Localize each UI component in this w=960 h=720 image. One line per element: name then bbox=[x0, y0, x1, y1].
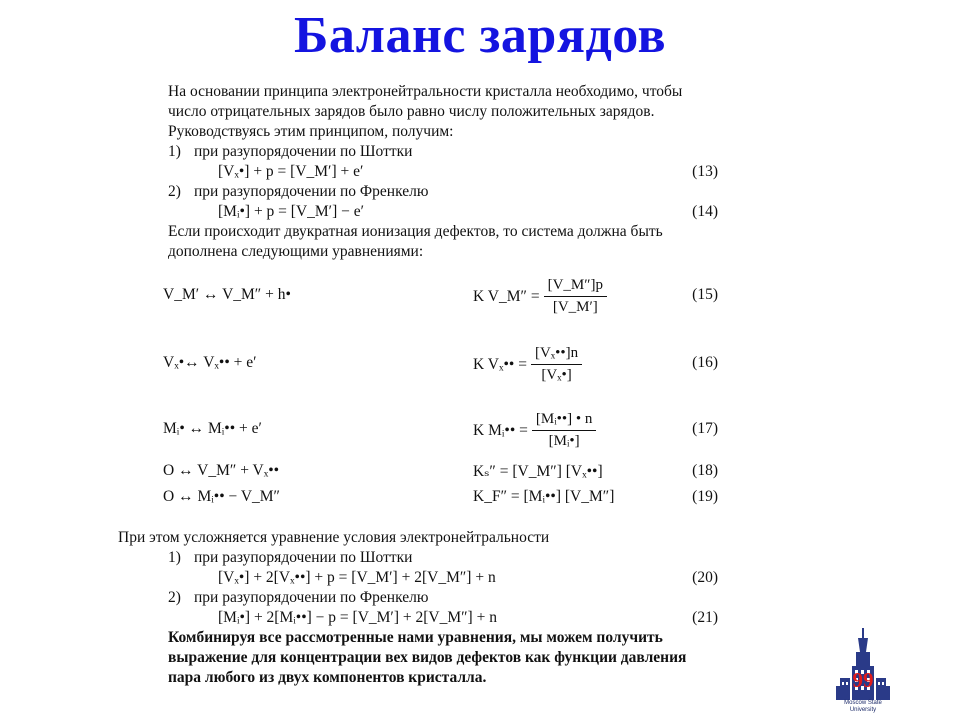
equation-16 bbox=[118, 344, 718, 384]
equation-number: (13) bbox=[692, 163, 718, 180]
k-label: K Vₓ•• = bbox=[473, 355, 527, 373]
reaction-expression: O ↔ V_M″ + Vₓ•• bbox=[163, 462, 280, 479]
case-text: при разупорядочении по Шоттки bbox=[194, 143, 413, 160]
equation-number: (20) bbox=[692, 569, 718, 586]
ionization-text: Если происходит двукратная ионизация дефектов, то система должна быть дополнена следующими уравнениями: bbox=[168, 223, 663, 260]
equation-15 bbox=[118, 276, 718, 316]
equation-number: (21) bbox=[692, 609, 718, 626]
case-text: при разупорядочении по Шоттки bbox=[194, 549, 413, 566]
logo-caption: Moscow State University bbox=[844, 700, 882, 713]
case-text: при разупорядочении по Френкелю bbox=[194, 589, 429, 606]
page-number: 99 bbox=[852, 668, 874, 692]
equation-expression: [Vₓ•] + 2[Vₓ••] + p = [V_M′] + 2[V_M″] + n bbox=[218, 569, 496, 586]
case-frenkel bbox=[118, 182, 718, 202]
equation-13 bbox=[118, 162, 718, 182]
equation-number: (14) bbox=[692, 203, 718, 220]
fraction-numerator: [V_M″]p bbox=[547, 277, 604, 293]
case-number: 2) bbox=[168, 589, 181, 606]
complication-paragraph bbox=[118, 528, 718, 548]
case-number: 1) bbox=[168, 549, 181, 566]
equilibrium-constant: Kₛ″ = [V_M″] [Vₓ••] bbox=[473, 463, 603, 480]
case-schottky bbox=[118, 142, 718, 162]
equation-number: (19) bbox=[692, 488, 718, 505]
ionization-paragraph bbox=[118, 222, 718, 262]
equation-17 bbox=[118, 410, 718, 450]
case-text: при разупорядочении по Френкелю bbox=[194, 183, 429, 200]
case-schottky-2 bbox=[118, 548, 718, 568]
equilibrium-constant bbox=[473, 344, 582, 385]
equilibrium-constant bbox=[473, 276, 607, 317]
reaction-expression: Mᵢ• ↔ Mᵢ•• + e′ bbox=[163, 420, 262, 437]
fraction-denominator: [V_M′] bbox=[552, 299, 598, 315]
case-number: 2) bbox=[168, 183, 181, 200]
equation-20 bbox=[118, 568, 718, 588]
complication-text: При этом усложняется уравнение условия электронейтральности bbox=[118, 529, 550, 546]
equation-number: (17) bbox=[692, 420, 718, 437]
equation-expression: [Mᵢ•] + p = [V_M′] − e′ bbox=[218, 203, 365, 220]
equation-number: (18) bbox=[692, 462, 718, 479]
reaction-expression: Vₓ•↔ Vₓ•• + e′ bbox=[163, 354, 257, 371]
fraction bbox=[532, 410, 597, 451]
fraction-numerator: [Mᵢ••] • n bbox=[535, 411, 593, 427]
conclusion-paragraph bbox=[118, 628, 718, 688]
fraction-numerator: [Vₓ••]n bbox=[534, 345, 579, 361]
fraction-denominator: [Mᵢ•] bbox=[548, 433, 580, 449]
equation-number: (15) bbox=[692, 286, 718, 303]
equation-number: (16) bbox=[692, 354, 718, 371]
reaction-expression: V_M′ ↔ V_M″ + h• bbox=[163, 286, 291, 303]
k-label: K Mᵢ•• = bbox=[473, 421, 528, 439]
equation-expression: [Mᵢ•] + 2[Mᵢ••] − p = [V_M′] + 2[V_M″] + n bbox=[218, 609, 497, 626]
reaction-expression: O ↔ Mᵢ•• − V_M″ bbox=[163, 488, 281, 505]
fraction bbox=[544, 276, 607, 317]
case-number: 1) bbox=[168, 143, 181, 160]
equation-14 bbox=[118, 202, 718, 222]
intro-text: На основании принципа электронейтральности кристалла необходимо, чтобы число отрицательных зарядов было равно числу положительных зарядов. Руководствуясь этим принципом, получим: bbox=[168, 83, 683, 140]
fraction-denominator: [Vₓ•] bbox=[541, 367, 572, 383]
conclusion-text: Комбинируя все рассмотренные нами уравнения, мы можем получить выражение для концентрации вех видов дефектов как функции давления пара любого из двух компонентов кристалла. bbox=[168, 629, 687, 686]
k-label: K V_M″ = bbox=[473, 287, 540, 305]
equation-expression: [Vₓ•] + p = [V_M′] + e′ bbox=[218, 163, 364, 180]
equilibrium-constant: K_F″ = [Mᵢ••] [V_M″] bbox=[473, 488, 615, 505]
equilibrium-constant bbox=[473, 410, 596, 451]
fraction bbox=[531, 344, 582, 385]
slide-title: Баланс зарядов bbox=[293, 7, 667, 64]
document-body-lower bbox=[118, 528, 718, 688]
equation-21 bbox=[118, 608, 718, 628]
intro-paragraph bbox=[118, 82, 718, 142]
case-frenkel-2 bbox=[118, 588, 718, 608]
document-body bbox=[118, 82, 718, 262]
equation-19 bbox=[118, 478, 718, 518]
